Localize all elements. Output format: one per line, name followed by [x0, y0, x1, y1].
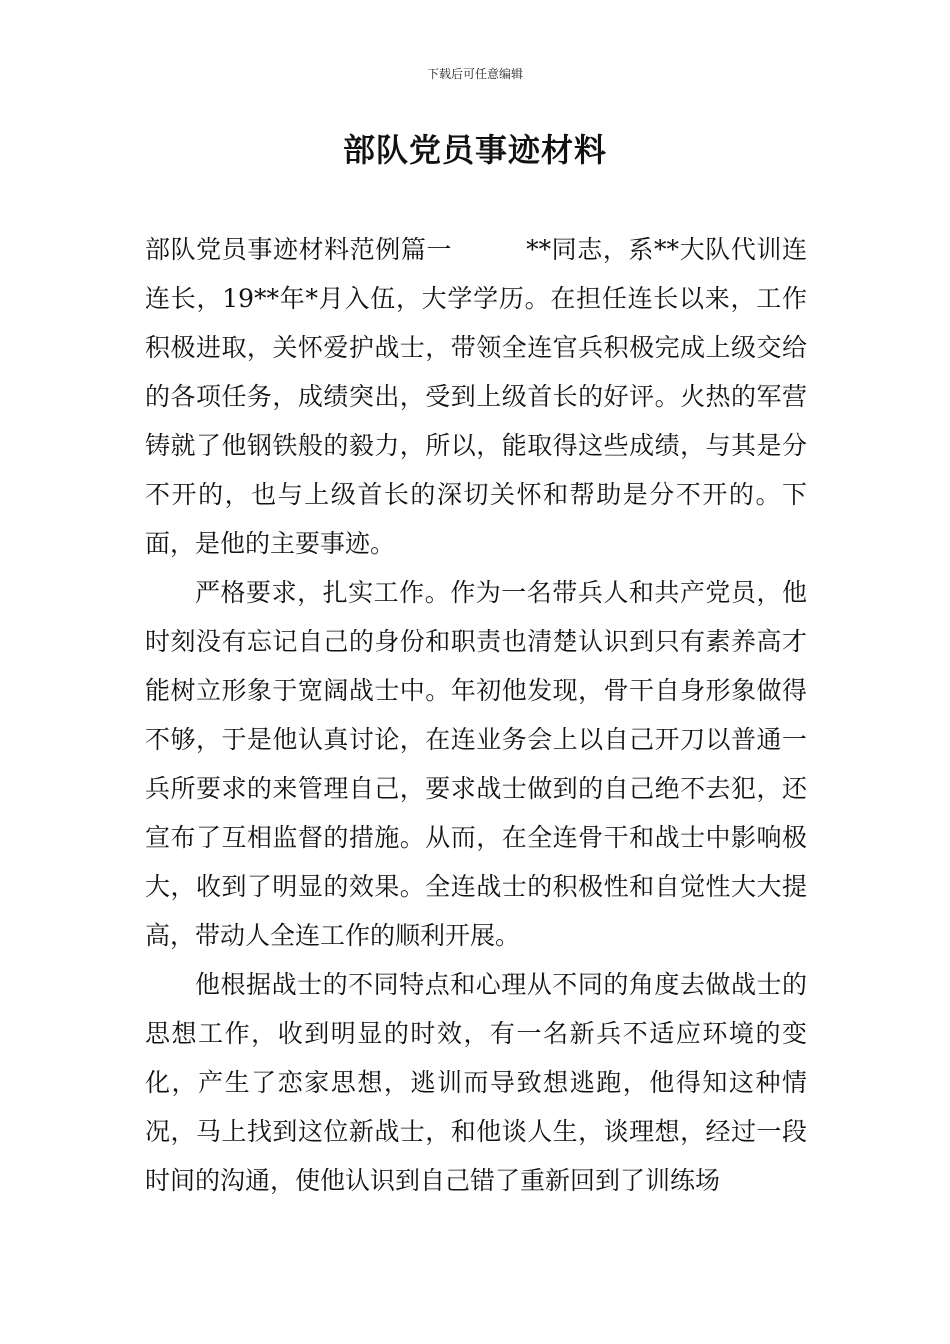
intro-paragraph	[145, 225, 807, 568]
intro-lead: 部队党员事迹材料范例篇一	[145, 235, 453, 264]
document-title: 部队党员事迹材料	[342, 131, 607, 169]
intro-body: **同志，系**大队代训连连长，19**年*月入伍，大学学历。在担任连长以来，工作积极进取，关怀爱护战士，带领全连官兵积极完成上级交给的各项任务，成绩突出，受到上级首长的好评。火热的军营铸就了他钢铁般的毅力，所以，能取得这些成绩，与其是分不开的，也与上级首长的深切关怀和帮助是分不开的。下面，是他的主要事迹。	[145, 235, 807, 558]
page-header-note: 下载后可任意编辑	[426, 67, 523, 81]
body-paragraph-1: 严格要求，扎实工作。作为一名带兵人和共产党员，他时刻没有忘记自己的身份和职责也清楚认识到只有素养高才能树立形象于宽阔战士中。年初他发现，骨干自身形象做得不够，于是他认真讨论，在连业务会上以自己开刀以普通一兵所要求的来管理自己，要求战士做到的自己绝不去犯，还宣布了互相监督的措施。从而，在全连骨干和战士中影响极大，收到了明显的效果。全连战士的积极性和自觉性大大提高，带动人全连工作的顺利开展。	[145, 578, 807, 950]
document-body	[145, 225, 807, 1205]
body-paragraph-2: 他根据战士的不同特点和心理从不同的角度去做战士的思想工作，收到明显的时效，有一名新兵不适应环境的变化，产生了恋家思想，逃训而导致想逃跑，他得知这种情况，马上找到这位新战士，和他谈人生，谈理想，经过一段时间的沟通，使他认识到自己错了重新回到了训练场	[145, 970, 807, 1195]
